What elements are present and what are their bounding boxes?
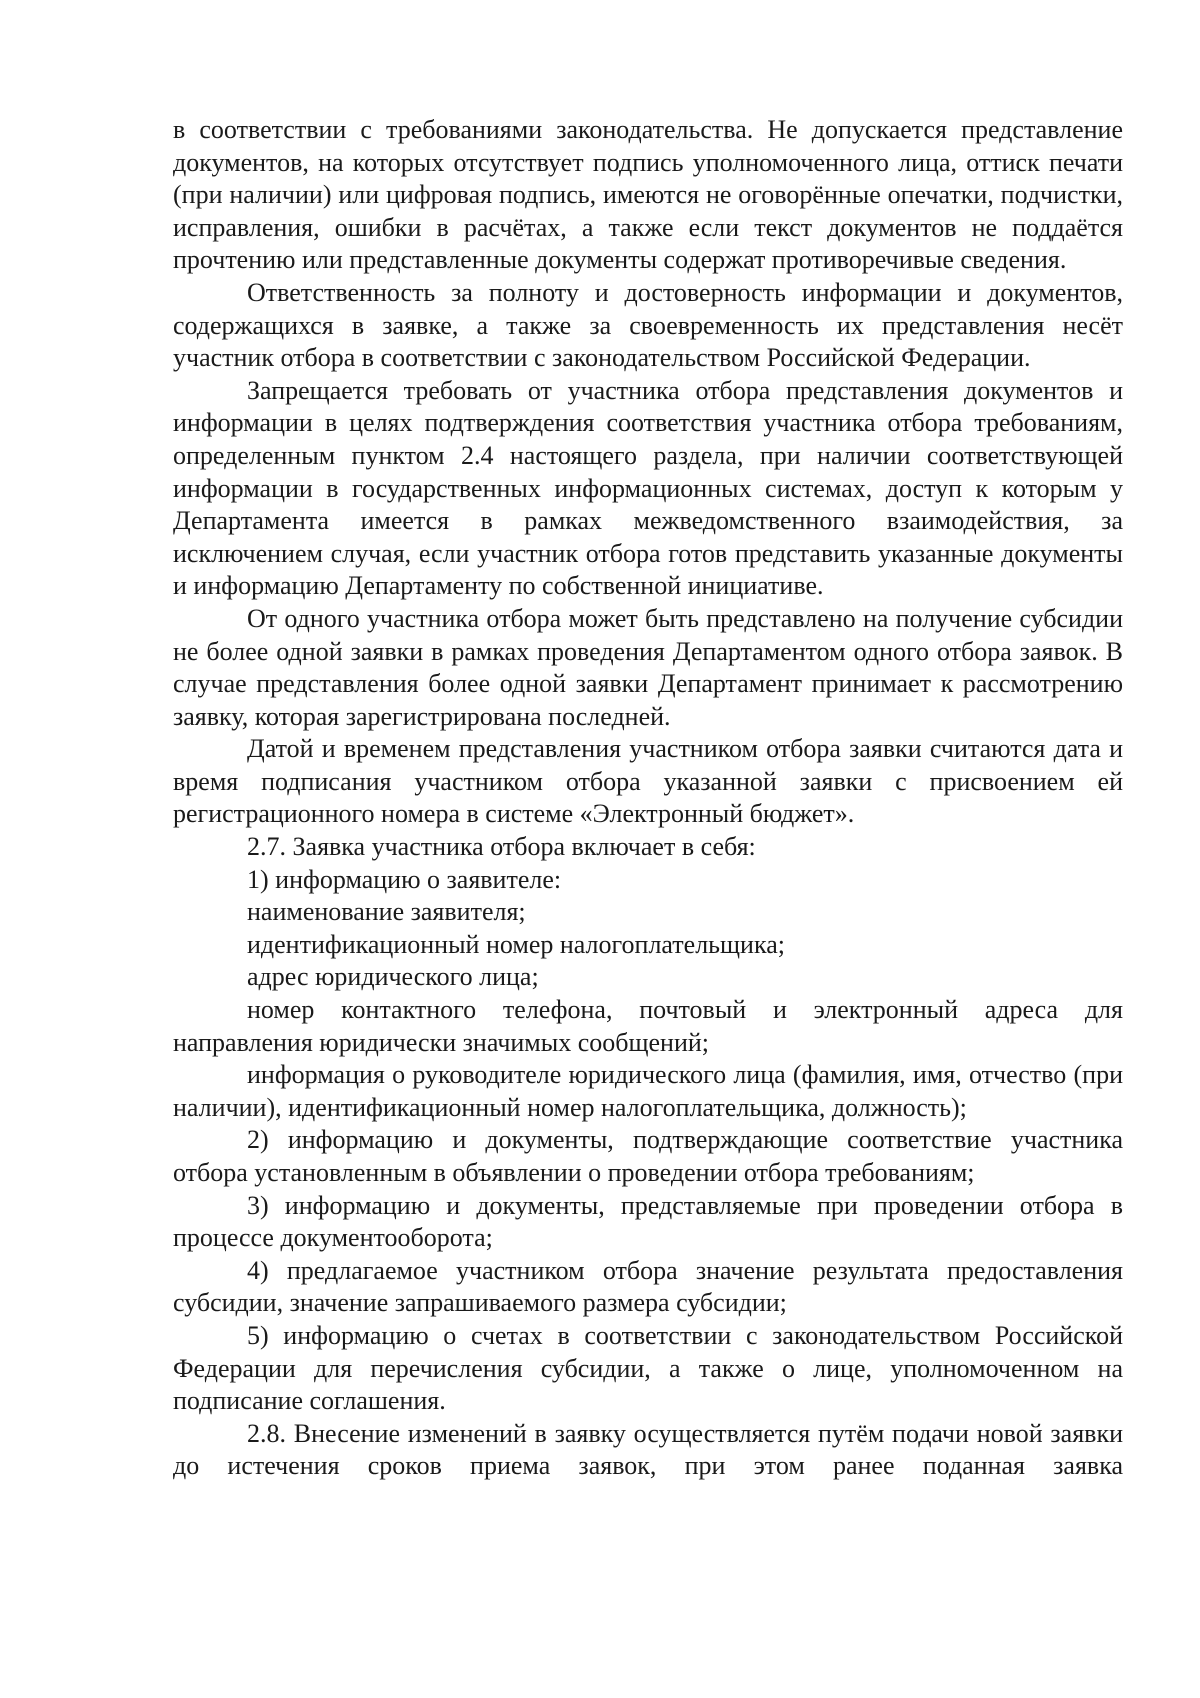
list-item-accounts-info: 5) информацию о счетах в соответствии с законодательством Российской Федерации для перечисления субсидии, а также о лице, уполномоченном на подписание соглашения. bbox=[173, 1320, 1123, 1416]
list-item-contact-details: номер контактного телефона, почтовый и электронный адреса для направления юридически значимых сообщений; bbox=[173, 995, 1123, 1057]
list-item-applicant-name: наименование заявителя; bbox=[247, 897, 526, 927]
list-item-applicant-info: 1) информацию о заявителе: bbox=[247, 864, 562, 894]
paragraph-responsibility: Ответственность за полноту и достоверность информации и документов, содержащихся в заявке, а также за своевременность их представления несёт участник отбора в соответствии с законодательством Российской Федерации. bbox=[173, 277, 1123, 373]
paragraph-continuation: в соответствии с требованиями законодательства. Не допускается представление документов, на которых отсутствует подпись уполномоченного лица, оттиск печати (при наличии) или цифровая подпись, имеются не оговорённые опечатки, подчистки, исправления, ошибки в расчётах, а также если текст документов не поддаётся прочтению или представленные документы содержат противоречивые сведения. bbox=[173, 115, 1123, 275]
paragraph-submission-date: Датой и временем представления участником отбора заявки считаются дата и время подписания участником отбора указанной заявки с присвоением ей регистрационного номера в системе «Электронный бюджет». bbox=[173, 734, 1123, 829]
paragraph-single-application: От одного участника отбора может быть представлено на получение субсидии не более одной заявки в рамках проведения Департаментом одного отбора заявок. В случае представления более одной заявки Департамент принимает к рассмотрению заявку, которая зарегистрирована последней. bbox=[173, 603, 1123, 731]
list-item-taxpayer-id: идентификационный номер налогоплательщика; bbox=[247, 929, 785, 959]
paragraph-2-8: 2.8. Внесение изменений в заявку осуществляется путём подачи новой заявки до истечения сроков приема заявок, при этом ранее поданная заявка bbox=[173, 1418, 1123, 1481]
list-item-result-value: 4) предлагаемое участником отбора значение результата предоставления субсидии, значение запрашиваемого размера субсидии; bbox=[173, 1255, 1123, 1318]
paragraph-prohibition: Запрещается требовать от участника отбора представления документов и информации в целях подтверждения соответствия участника отбора требованиям, определенным пунктом 2.4 настоящего раздела, при наличии соответствующей информации в государственных информационных системах, доступ к которым у Департамента имеется в рамках межведомственного взаимодействия, за исключением случая, если участник отбора готов представить указанные документы и информацию Департаменту по собственной инициативе. bbox=[173, 375, 1123, 601]
paragraph-2-7-heading: 2.7. Заявка участника отбора включает в себя: bbox=[247, 832, 756, 862]
list-item-head-info: информация о руководителе юридического лица (фамилия, имя, отчество (при наличии), идентификационный номер налогоплательщика, должность); bbox=[173, 1060, 1123, 1122]
document-page bbox=[173, 114, 1123, 1483]
list-item-legal-address: адрес юридического лица; bbox=[247, 962, 539, 992]
list-item-compliance-documents: 2) информацию и документы, подтверждающие соответствие участника отбора установленным в объявлении о проведении отбора требованиям; bbox=[173, 1125, 1123, 1187]
list-item-workflow-documents: 3) информацию и документы, представляемые при проведении отбора в процессе документооборота; bbox=[173, 1190, 1123, 1253]
